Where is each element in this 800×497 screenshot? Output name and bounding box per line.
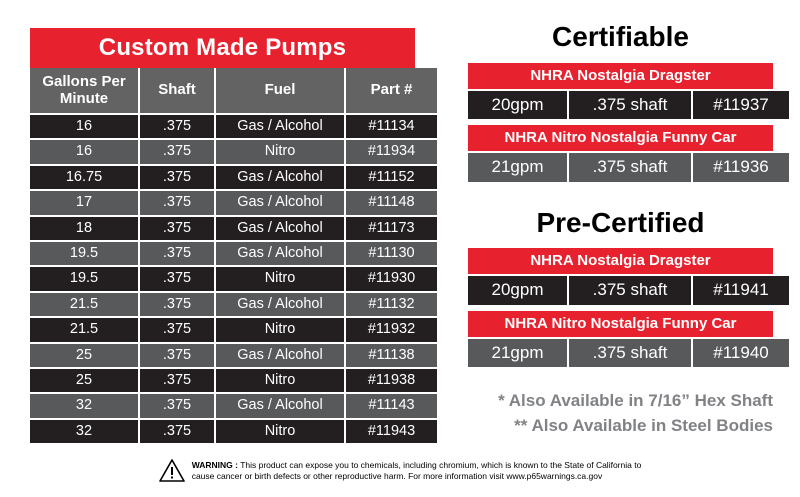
precert-table-funny-car bbox=[468, 339, 789, 367]
cell-gpm: 16.75 bbox=[30, 165, 139, 190]
cell-fuel: Gas / Alcohol bbox=[215, 216, 345, 241]
cell-part: #11936 bbox=[692, 153, 789, 181]
table-row bbox=[30, 419, 437, 443]
cell-part: #11937 bbox=[692, 91, 789, 119]
column-header-shaft: Shaft bbox=[139, 68, 215, 114]
cell-shaft: .375 shaft bbox=[568, 91, 692, 119]
cell-shaft: .375 bbox=[139, 292, 215, 317]
cell-fuel: Nitro bbox=[215, 419, 345, 443]
cell-fuel: Gas / Alcohol bbox=[215, 292, 345, 317]
cell-shaft: .375 bbox=[139, 317, 215, 342]
cell-gpm: 16 bbox=[30, 114, 139, 139]
warning-triangle-icon bbox=[159, 459, 185, 483]
cell-shaft: .375 bbox=[139, 139, 215, 164]
cell-fuel: Nitro bbox=[215, 368, 345, 393]
cell-shaft: .375 bbox=[139, 241, 215, 266]
cell-part: #11941 bbox=[692, 276, 789, 304]
cell-gpm: 25 bbox=[30, 368, 139, 393]
cell-gpm: 19.5 bbox=[30, 241, 139, 266]
column-header-part: Part # bbox=[345, 68, 437, 114]
prop65-warning bbox=[0, 459, 800, 483]
cell-gpm: 21.5 bbox=[30, 317, 139, 342]
cell-fuel: Gas / Alcohol bbox=[215, 114, 345, 139]
cell-gpm: 17 bbox=[30, 190, 139, 215]
warning-line-2: cause cancer or birth defects or other reproductive harm. For more information visit www.p65warnings.ca.gov bbox=[191, 471, 603, 481]
table-row bbox=[30, 241, 437, 266]
cell-part: #11934 bbox=[345, 139, 437, 164]
cell-part: #11143 bbox=[345, 393, 437, 418]
cell-fuel: Gas / Alcohol bbox=[215, 241, 345, 266]
footnote-hex-shaft: * Also Available in 7/16” Hex Shaft bbox=[498, 391, 773, 411]
column-header-gpm: Gallons Per Minute bbox=[30, 68, 139, 114]
cell-gpm: 16 bbox=[30, 139, 139, 164]
cell-fuel: Gas / Alcohol bbox=[215, 165, 345, 190]
cert-table-funny-car bbox=[468, 153, 789, 181]
precertified-heading: Pre-Certified bbox=[536, 206, 705, 238]
certifiable-group-funny-car bbox=[468, 125, 773, 181]
cell-fuel: Nitro bbox=[215, 317, 345, 342]
banner-nitro-nostalgia-funny-car: NHRA Nitro Nostalgia Funny Car bbox=[468, 125, 773, 151]
cell-part: #11132 bbox=[345, 292, 437, 317]
footnote-steel-bodies: ** Also Available in Steel Bodies bbox=[514, 415, 773, 435]
cell-shaft: .375 bbox=[139, 190, 215, 215]
cell-gpm: 21.5 bbox=[30, 292, 139, 317]
cell-gpm: 20gpm bbox=[468, 276, 568, 304]
column-header-fuel: Fuel bbox=[215, 68, 345, 114]
precertified-group-dragster bbox=[468, 248, 773, 304]
warning-line-1: This product can expose you to chemicals, including chromium, which is known to the State of California to bbox=[240, 459, 642, 470]
cell-part: #11938 bbox=[345, 368, 437, 393]
table-row bbox=[30, 292, 437, 317]
table-row bbox=[30, 393, 437, 418]
table-row bbox=[30, 165, 437, 190]
certifiable-group-dragster bbox=[468, 63, 773, 119]
cell-part: #11930 bbox=[345, 266, 437, 291]
cell-part: #11130 bbox=[345, 241, 437, 266]
table-row bbox=[468, 276, 789, 304]
page-title: Custom Made Pumps bbox=[30, 28, 415, 68]
cell-shaft: .375 shaft bbox=[568, 276, 692, 304]
warning-label: WARNING : bbox=[191, 459, 238, 470]
table-row bbox=[468, 339, 789, 367]
cell-part: #11173 bbox=[345, 216, 437, 241]
cell-gpm: 18 bbox=[30, 216, 139, 241]
table-row bbox=[30, 190, 437, 215]
table-row bbox=[468, 153, 789, 181]
cell-fuel: Nitro bbox=[215, 139, 345, 164]
cell-gpm: 21gpm bbox=[468, 339, 568, 367]
table-row bbox=[30, 266, 437, 291]
cell-fuel: Gas / Alcohol bbox=[215, 190, 345, 215]
precert-table-dragster bbox=[468, 276, 789, 304]
cell-shaft: .375 shaft bbox=[568, 153, 692, 181]
cell-shaft: .375 shaft bbox=[568, 339, 692, 367]
cell-gpm: 19.5 bbox=[30, 266, 139, 291]
banner-nitro-nostalgia-funny-car: NHRA Nitro Nostalgia Funny Car bbox=[468, 311, 773, 337]
cell-fuel: Nitro bbox=[215, 266, 345, 291]
warning-text bbox=[192, 460, 642, 483]
cell-shaft: .375 bbox=[139, 419, 215, 443]
cell-gpm: 21gpm bbox=[468, 153, 568, 181]
precertified-group-funny-car bbox=[468, 311, 773, 367]
footnotes bbox=[468, 389, 773, 438]
cell-part: #11932 bbox=[345, 317, 437, 342]
certification-panel bbox=[468, 22, 773, 438]
certifiable-heading: Certifiable bbox=[552, 21, 689, 52]
cell-part: #11134 bbox=[345, 114, 437, 139]
cell-part: #11138 bbox=[345, 343, 437, 368]
cell-shaft: .375 bbox=[139, 266, 215, 291]
cell-shaft: .375 bbox=[139, 343, 215, 368]
cell-gpm: 20gpm bbox=[468, 91, 568, 119]
cell-fuel: Gas / Alcohol bbox=[215, 343, 345, 368]
table-row bbox=[30, 343, 437, 368]
pump-table bbox=[30, 68, 437, 443]
cert-table-dragster bbox=[468, 91, 789, 119]
cell-gpm: 32 bbox=[30, 419, 139, 443]
cell-part: #11152 bbox=[345, 165, 437, 190]
cell-shaft: .375 bbox=[139, 114, 215, 139]
table-row bbox=[30, 114, 437, 139]
table-row bbox=[30, 216, 437, 241]
banner-nostalgia-dragster: NHRA Nostalgia Dragster bbox=[468, 63, 773, 89]
cell-shaft: .375 bbox=[139, 165, 215, 190]
table-header-row bbox=[30, 68, 437, 114]
banner-nostalgia-dragster: NHRA Nostalgia Dragster bbox=[468, 248, 773, 274]
cell-shaft: .375 bbox=[139, 368, 215, 393]
cell-gpm: 25 bbox=[30, 343, 139, 368]
table-row bbox=[30, 368, 437, 393]
cell-part: #11943 bbox=[345, 419, 437, 443]
cell-part: #11148 bbox=[345, 190, 437, 215]
cell-shaft: .375 bbox=[139, 393, 215, 418]
custom-made-pumps-panel bbox=[30, 28, 415, 443]
cell-shaft: .375 bbox=[139, 216, 215, 241]
table-row bbox=[30, 139, 437, 164]
cell-fuel: Gas / Alcohol bbox=[215, 393, 345, 418]
cell-gpm: 32 bbox=[30, 393, 139, 418]
table-row bbox=[30, 317, 437, 342]
table-row bbox=[468, 91, 789, 119]
cell-part: #11940 bbox=[692, 339, 789, 367]
